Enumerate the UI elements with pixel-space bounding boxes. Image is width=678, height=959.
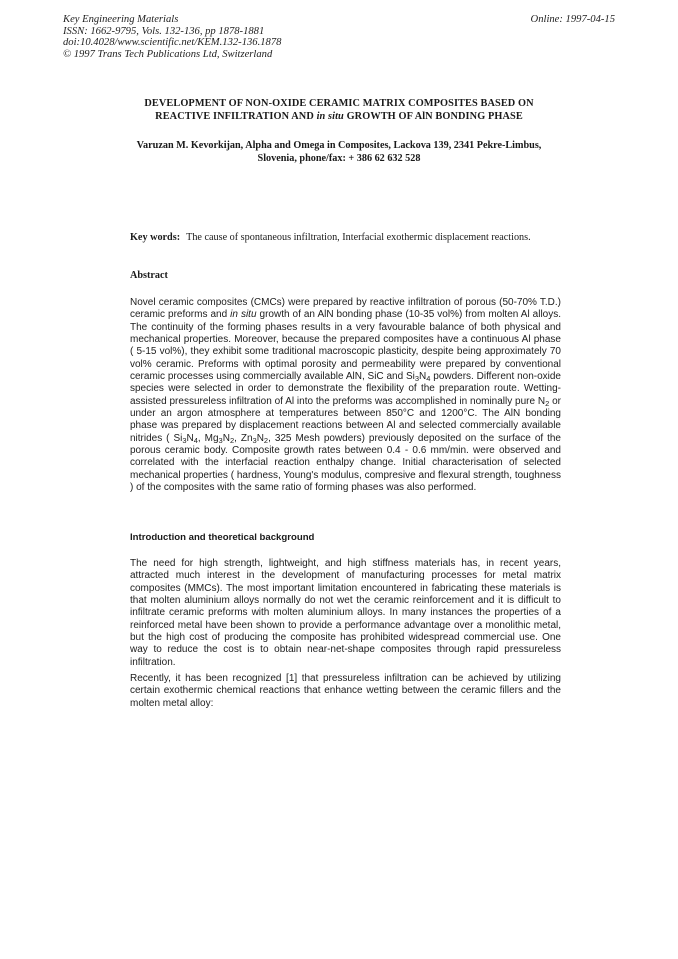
doi-line: doi:10.4028/www.scientific.net/KEM.132-136.1878 bbox=[63, 37, 282, 49]
title-line-2-end: GROWTH OF AlN BONDING PHASE bbox=[343, 111, 523, 122]
introduction-paragraph-1: The need for high strength, lightweight, and high stiffness materials has, in recent years, attracted much interest in the development of manufacturing processes for metal matrix composites (MMCs). The most important limitation encountered in fabricating these materials is that molten aluminium alloys normally do not wet the ceramic reinforcement and it is difficult to infiltrate ceramic preforms with molten aluminium alloys. In many instances the properties of a reinforced metal have been shown to provide a performance advantage over a monolithic metal, but the high cost of producing the composite has prohibited widespread commercial use. One way to reduce the cost is to obtain near-net-shape composites through rapid pressureless infiltration. bbox=[130, 558, 561, 668]
introduction-heading: Introduction and theoretical background bbox=[130, 532, 315, 543]
abstract-text: Novel ceramic composites (CMCs) were prepared by reactive infiltration of porous (50-70% T.D.) ceramic preforms and in situ growth of an AlN bonding phase (10-35 vol%) from molten Al alloys. The continuity of the forming phases results in a very favourable balance of both physical and mechanical properties. Moreover, because the prepared composites have a continuous Al phase ( 5-15 vol%), they exhibit some traditional macroscopic plasticity, despite being approximately 70 vol% ceramic. Preforms with optimal porosity and permeability were prepared by conventional ceramic processes using commercially available AlN, SiC and $Si_3N_4$ powders. Different non-oxide species were selected in order to demonstrate the flexibility of the preparation route. Wetting-assisted pressureless infiltration of Al into the preforms was accomplished in nominally pure $N_2$ or under an argon atmosphere at temperatures between 850°C and 1200°C. The AlN bonding phase was prepared by displacement reactions between Al and selected commercially available nitrides ( $Si_3N_4$, $Mg_3N_2$, $Zn_3N_2$, 325 Mesh powders) previously deposited on the surface of the porous ceramic body. Composite growth rates between 0.4 - 0.6 mm/min. were observed and correlated with the interfacial reaction enthalpy change. Initial characterisation of selected mechanical properties ( hardness, Young's modulus, compresive and flexural strength, toughness ) of the composites with the same ratio of forming phases was also performed. bbox=[130, 297, 562, 494]
introduction-paragraph-2: Recently, it has been recognized [1] that pressureless infiltration can be achieved by utilizing certain exothermic chemical reactions that enhance wetting between the ceramic fillers and the molten metal alloy: bbox=[130, 673, 561, 709]
abstract-heading: Abstract bbox=[130, 270, 168, 281]
online-date: Online: 1997-04-15 bbox=[530, 14, 615, 25]
author-affiliation bbox=[80, 139, 598, 165]
keywords bbox=[130, 232, 531, 243]
keywords-text: The cause of spontaneous infiltration, Interfacial exothermic displacement reactions. bbox=[186, 232, 531, 243]
keywords-label: Key words: bbox=[130, 232, 181, 243]
issn-line: ISSN: 1662-9795, Vols. 132-136, pp 1878-1881 bbox=[63, 25, 265, 37]
journal-name: Key Engineering Materials bbox=[63, 14, 179, 25]
title-line-2-start: REACTIVE INFILTRATION AND bbox=[155, 111, 317, 122]
publication-info bbox=[63, 14, 281, 60]
author-line-2: Slovenia, phone/fax: + 386 62 632 528 bbox=[257, 153, 421, 164]
copyright-line: © 1997 Trans Tech Publications Ltd, Switzerland bbox=[63, 48, 273, 60]
title-in-situ: in situ bbox=[316, 111, 344, 122]
author-line-1: Varuzan M. Kevorkijan, Alpha and Omega in Composites, Lackova 139, 2341 Pekre-Limbus, bbox=[136, 140, 542, 151]
title-line-1: DEVELOPMENT OF NON-OXIDE CERAMIC MATRIX COMPOSITES BASED ON bbox=[144, 98, 534, 109]
title-line-2 bbox=[100, 110, 578, 123]
paper-title bbox=[100, 97, 578, 123]
